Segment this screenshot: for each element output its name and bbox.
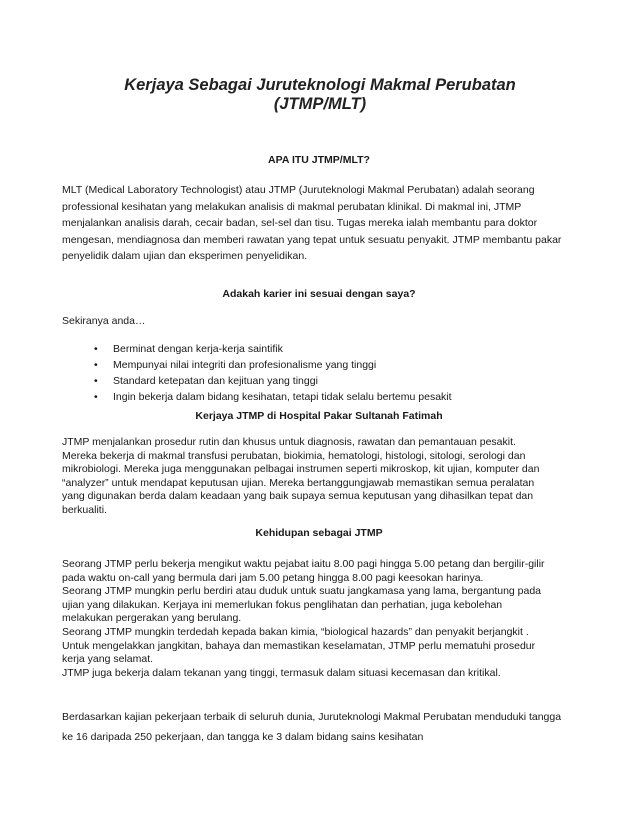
- paragraph-line: menjalankan analisis darah, cecair badan, sel-sel dan tisu. Tugas mereka ialah membantu para doktor: [62, 217, 538, 229]
- section-heading-what-is: APA ITU JTMP/MLT?: [268, 154, 370, 166]
- paragraph-ranking: [62, 709, 574, 745]
- section-heading-career-hospital: Kerjaya JTMP di Hospital Pakar Sultanah Fatimah: [195, 410, 443, 422]
- paragraph-line: Seorang JTMP perlu bekerja mengikut waktu pejabat iaitu 8.00 pagi hingga 5.00 petang dan bergilir-gilir: [62, 558, 545, 570]
- paragraph-line: mengesan, mendiagnosa dan memberi rawatan yang tepat untuk sesuatu penyakit. JTMP membantu pakar: [62, 233, 562, 246]
- title-line: (JTMP/MLT): [273, 95, 367, 113]
- paragraph-line: kerja yang selamat.: [62, 653, 154, 666]
- list-item-text: Mempunyai nilai integriti dan profesionalisme yang tinggi: [113, 359, 377, 371]
- paragraph-line: professional kesihatan yang melakukan analisis di makmal perubatan klinikal. Di makmal ini, JTMP: [62, 200, 522, 213]
- bullet-icon: •: [94, 343, 98, 355]
- list-item: [62, 357, 582, 373]
- paragraph-line: ujian yang dilakukan. Kerjaya ini memerlukan fokus penglihatan dan perhatian, juga kebolehan: [62, 598, 503, 611]
- bullet-icon: •: [94, 359, 98, 371]
- paragraph-what-is: [62, 182, 574, 265]
- paragraph-line: berkualiti.: [62, 503, 107, 516]
- paragraph-line: Seorang JTMP mungkin terdedah kepada bakan kimia, “biological hazards” dan penyakit berjangkit .: [62, 625, 529, 638]
- bullet-icon: •: [94, 375, 98, 387]
- paragraph-line: Seorang JTMP mungkin perlu berdiri atau duduk untuk suatu jangkamasa yang lama, bergantung pada: [62, 585, 542, 598]
- paragraph-line: JTMP menjalankan prosedur rutin dan khusus untuk diagnosis, rawatan dan pemantauan pesakit.: [62, 436, 516, 448]
- list-item: [62, 389, 582, 405]
- paragraph-life: [62, 558, 574, 680]
- paragraph-line: yang digunakan berda dalam keadaan yang baik supaya semua keputusan yang dihasilkan tepat dan: [62, 490, 534, 503]
- section-heading-suitability: Adakah karier ini sesuai dengan saya?: [222, 288, 416, 300]
- paragraph-line: MLT (Medical Laboratory Technologist) atau JTMP (Juruteknologi Makmal Perubatan) adalah seorang: [62, 184, 535, 196]
- paragraph-line: JTMP juga bekerja dalam tekanan yang tinggi, termasuk dalam situasi kecemasan dan kritikal.: [62, 666, 501, 679]
- paragraph-line: “analyzer” untuk mendapat keputusan ujian. Mereka bertanggungjawab memastikan semua peralatan: [62, 476, 535, 489]
- paragraph-line: melakukan pergerakan yang berulang.: [62, 612, 242, 625]
- list-item-text: Berminat dengan kerja-kerja saintifik: [113, 343, 283, 355]
- paragraph-line: pada waktu on-call yang bermula dari jam 5.00 petang hingga 8.00 pagi keesokan harinya.: [62, 571, 484, 584]
- paragraph-line: Berdasarkan kajian pekerjaan terbaik di seluruh dunia, Juruteknologi Makmal Perubatan menduduki tangga: [62, 711, 562, 723]
- paragraph-line: mikrobiologi. Mereka juga menggunakan pelbagai instrumen seperti mikroskop, kit ujian, komputer dan: [62, 463, 540, 476]
- section-heading-life: Kehidupan sebagai JTMP: [255, 527, 383, 539]
- bullet-list: [62, 341, 582, 405]
- bullet-icon: •: [94, 391, 98, 403]
- paragraph-line: Untuk mengelakkan jangkitan, bahaya dan memastikan keselamatan, JTMP perlu mematuhi prosedur: [62, 639, 536, 652]
- title-line: Kerjaya Sebagai Juruteknologi Makmal Perubatan: [124, 76, 516, 94]
- document-title: [60, 76, 580, 114]
- paragraph-line: ke 16 daripada 250 pekerjaan, dan tangga ke 3 dalam bidang sains kesihatan: [62, 730, 424, 743]
- paragraph-line: Mereka bekerja di makmal transfusi perubatan, biokimia, hematologi, histologi, sitologi, serologi dan: [62, 449, 526, 462]
- intro-text: Sekiranya anda…: [62, 315, 146, 327]
- list-item: [62, 341, 582, 357]
- paragraph-line: penyelidik dalam ujian dan eksperimen penyelidikan.: [62, 250, 308, 262]
- list-item-text: Ingin bekerja dalam bidang kesihatan, tetapi tidak selalu bertemu pesakit: [113, 391, 452, 403]
- list-item-text: Standard ketepatan dan kejituan yang tinggi: [113, 375, 318, 387]
- paragraph-career-hospital: [62, 436, 574, 518]
- list-item: [62, 373, 582, 389]
